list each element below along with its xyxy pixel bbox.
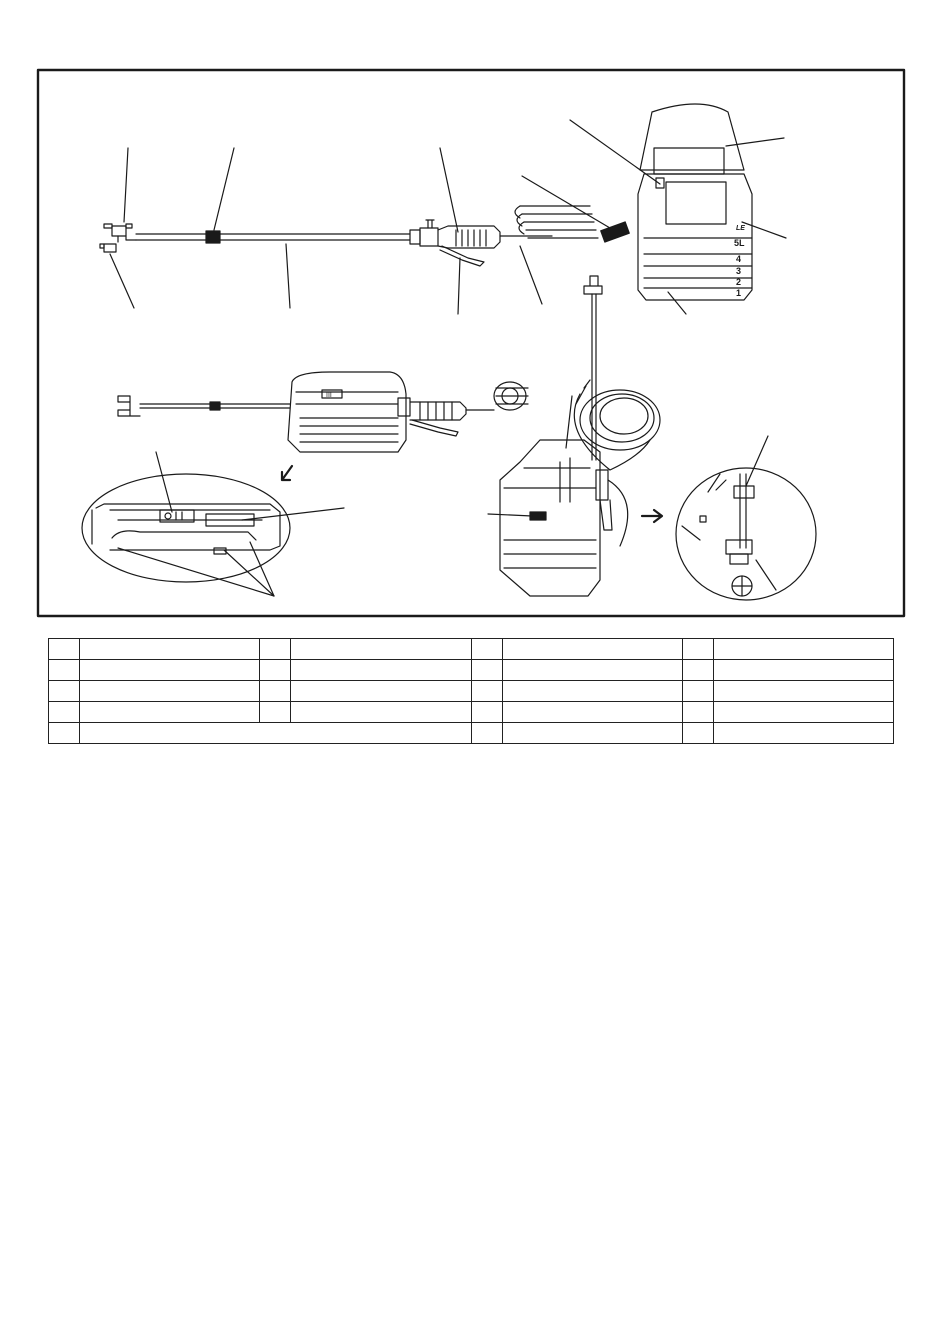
twin-nozzle-head [100, 224, 136, 252]
tank-brand-mark: LE [736, 225, 745, 232]
table-row [49, 723, 894, 744]
arrow-right [642, 510, 662, 522]
part-number-cell [471, 639, 502, 660]
part-name-cell [502, 639, 682, 660]
part-name-cell [80, 681, 260, 702]
part-number-cell [260, 702, 291, 723]
tank-scale-3: 3 [736, 266, 742, 276]
part-name-cell [713, 702, 893, 723]
part-number-cell [471, 660, 502, 681]
part-number-cell [682, 660, 713, 681]
part-name-cell [291, 681, 471, 702]
part-number-cell [49, 660, 80, 681]
part-name-cell [713, 660, 893, 681]
part-number-cell [260, 681, 291, 702]
arrow-down-left [282, 466, 292, 480]
table-row [49, 639, 894, 660]
leader-line-stored [488, 514, 532, 516]
part-number-cell [682, 702, 713, 723]
part-number-cell [49, 723, 80, 744]
part-number-cell [682, 681, 713, 702]
part-number-cell [49, 681, 80, 702]
illustration-figure [0, 0, 933, 630]
spray-handle [410, 220, 500, 266]
part-number-cell [471, 723, 502, 744]
leader-lines-detail-left [118, 452, 344, 596]
part-number-cell [260, 660, 291, 681]
part-name-cell-merged [80, 723, 472, 744]
part-name-cell [80, 639, 260, 660]
part-number-cell [260, 639, 291, 660]
spray-lance [136, 231, 410, 243]
part-name-cell [502, 723, 682, 744]
part-number-cell [682, 723, 713, 744]
part-name-cell [713, 681, 893, 702]
leader-line-detail-right [746, 436, 768, 486]
part-name-cell [80, 660, 260, 681]
tank-scale-4: 4 [736, 254, 742, 264]
coiled-hose-top [500, 206, 598, 238]
parts-table [48, 638, 894, 744]
detail-callout-right [676, 468, 816, 600]
tank [638, 104, 752, 300]
tank-scale-1: 1 [736, 288, 742, 298]
assembled-sprayer [118, 372, 528, 452]
part-name-cell [80, 702, 260, 723]
part-number-cell [471, 702, 502, 723]
part-name-cell [502, 702, 682, 723]
part-name-cell [291, 702, 471, 723]
lance-joint [206, 231, 220, 243]
part-name-cell [713, 723, 893, 744]
part-name-cell [502, 681, 682, 702]
gauge-mark: III [326, 392, 332, 399]
table-row [49, 660, 894, 681]
part-number-cell [49, 702, 80, 723]
part-number-cell [471, 681, 502, 702]
figure-frame [38, 70, 904, 616]
table-row [49, 702, 894, 723]
tank-scale-5l: 5L [734, 238, 745, 248]
leader-lines-top [110, 120, 786, 314]
table-row [49, 681, 894, 702]
detail-callout-left [82, 474, 290, 582]
tank-scale-2: 2 [736, 277, 742, 287]
handle-trigger [440, 246, 484, 266]
part-name-cell [713, 639, 893, 660]
stored-sprayer [500, 276, 660, 596]
part-name-cell [502, 660, 682, 681]
part-name-cell [291, 660, 471, 681]
part-name-cell [291, 639, 471, 660]
part-number-cell [49, 639, 80, 660]
part-number-cell [682, 639, 713, 660]
